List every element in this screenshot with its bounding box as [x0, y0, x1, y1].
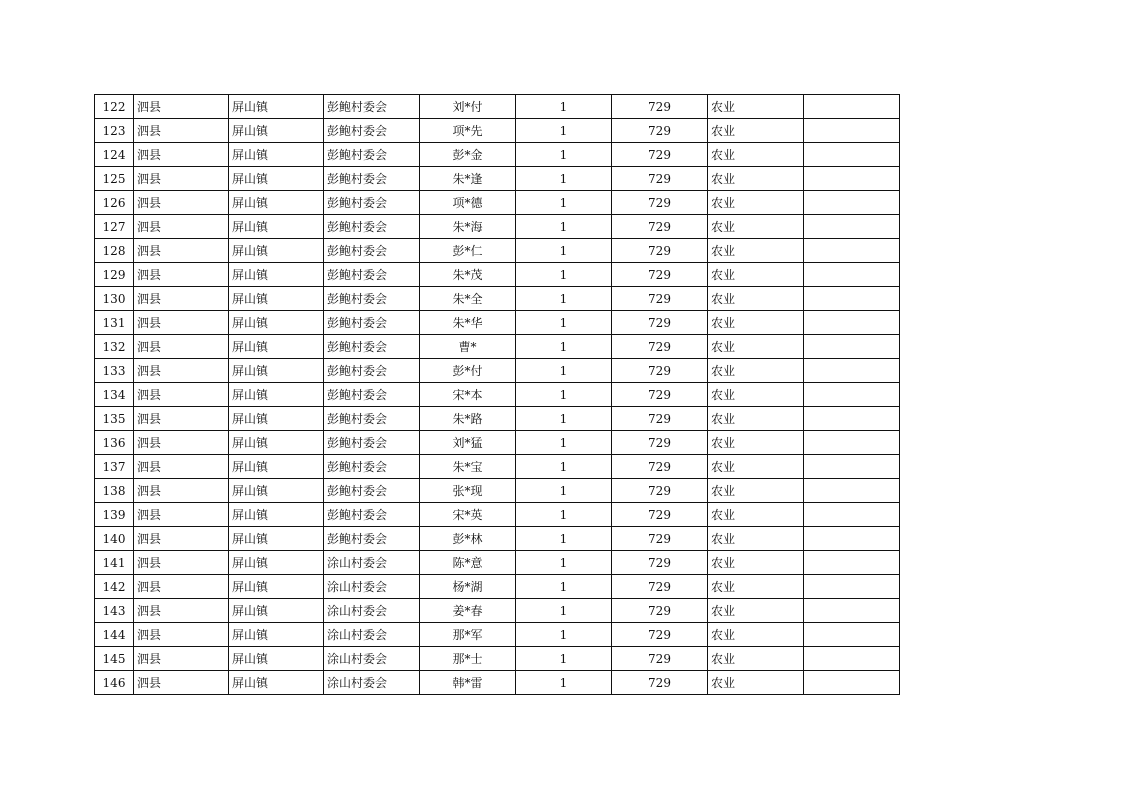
category-cell: 农业 [708, 95, 804, 119]
quantity-cell: 1 [516, 503, 612, 527]
remark-cell [804, 287, 900, 311]
row-number-cell: 130 [95, 287, 134, 311]
county-cell: 泗县 [134, 95, 229, 119]
category-cell: 农业 [708, 647, 804, 671]
village-committee-cell: 彭鲍村委会 [324, 287, 420, 311]
remark-cell [804, 599, 900, 623]
county-cell: 泗县 [134, 479, 229, 503]
quantity-cell: 1 [516, 239, 612, 263]
person-name-cell: 那*军 [420, 623, 516, 647]
row-number-cell: 131 [95, 311, 134, 335]
category-cell: 农业 [708, 479, 804, 503]
category-cell: 农业 [708, 287, 804, 311]
person-name-cell: 朱*路 [420, 407, 516, 431]
village-committee-cell: 涂山村委会 [324, 647, 420, 671]
town-cell: 屏山镇 [229, 647, 324, 671]
village-committee-cell: 彭鲍村委会 [324, 239, 420, 263]
town-cell: 屏山镇 [229, 479, 324, 503]
remark-cell [804, 119, 900, 143]
amount-cell: 729 [612, 599, 708, 623]
village-committee-cell: 彭鲍村委会 [324, 383, 420, 407]
amount-cell: 729 [612, 119, 708, 143]
row-number-cell: 144 [95, 623, 134, 647]
category-cell: 农业 [708, 167, 804, 191]
town-cell: 屏山镇 [229, 263, 324, 287]
remark-cell [804, 263, 900, 287]
category-cell: 农业 [708, 383, 804, 407]
amount-cell: 729 [612, 647, 708, 671]
town-cell: 屏山镇 [229, 455, 324, 479]
village-committee-cell: 彭鲍村委会 [324, 311, 420, 335]
row-number-cell: 122 [95, 95, 134, 119]
table-row [95, 287, 900, 311]
table-row [95, 215, 900, 239]
person-name-cell: 朱*海 [420, 215, 516, 239]
county-cell: 泗县 [134, 263, 229, 287]
town-cell: 屏山镇 [229, 287, 324, 311]
quantity-cell: 1 [516, 383, 612, 407]
category-cell: 农业 [708, 551, 804, 575]
person-name-cell: 张*现 [420, 479, 516, 503]
category-cell: 农业 [708, 119, 804, 143]
quantity-cell: 1 [516, 215, 612, 239]
remark-cell [804, 239, 900, 263]
amount-cell: 729 [612, 551, 708, 575]
person-name-cell: 韩*雷 [420, 671, 516, 695]
category-cell: 农业 [708, 527, 804, 551]
category-cell: 农业 [708, 191, 804, 215]
category-cell: 农业 [708, 407, 804, 431]
quantity-cell: 1 [516, 95, 612, 119]
village-committee-cell: 彭鲍村委会 [324, 407, 420, 431]
town-cell: 屏山镇 [229, 167, 324, 191]
person-name-cell: 朱*华 [420, 311, 516, 335]
town-cell: 屏山镇 [229, 671, 324, 695]
person-name-cell: 朱*茂 [420, 263, 516, 287]
person-name-cell: 陈*意 [420, 551, 516, 575]
category-cell: 农业 [708, 431, 804, 455]
quantity-cell: 1 [516, 191, 612, 215]
person-name-cell: 项*德 [420, 191, 516, 215]
county-cell: 泗县 [134, 239, 229, 263]
county-cell: 泗县 [134, 599, 229, 623]
person-name-cell: 彭*付 [420, 359, 516, 383]
quantity-cell: 1 [516, 287, 612, 311]
table-row [95, 143, 900, 167]
quantity-cell: 1 [516, 455, 612, 479]
town-cell: 屏山镇 [229, 599, 324, 623]
remark-cell [804, 311, 900, 335]
category-cell: 农业 [708, 503, 804, 527]
person-name-cell: 朱*逢 [420, 167, 516, 191]
village-committee-cell: 彭鲍村委会 [324, 527, 420, 551]
person-name-cell: 朱*宝 [420, 455, 516, 479]
row-number-cell: 137 [95, 455, 134, 479]
table-row [95, 95, 900, 119]
county-cell: 泗县 [134, 191, 229, 215]
county-cell: 泗县 [134, 383, 229, 407]
remark-cell [804, 575, 900, 599]
row-number-cell: 145 [95, 647, 134, 671]
village-committee-cell: 涂山村委会 [324, 671, 420, 695]
amount-cell: 729 [612, 287, 708, 311]
village-committee-cell: 彭鲍村委会 [324, 479, 420, 503]
remark-cell [804, 551, 900, 575]
town-cell: 屏山镇 [229, 575, 324, 599]
table-row [95, 455, 900, 479]
town-cell: 屏山镇 [229, 239, 324, 263]
category-cell: 农业 [708, 239, 804, 263]
village-committee-cell: 彭鲍村委会 [324, 119, 420, 143]
person-name-cell: 项*先 [420, 119, 516, 143]
table-row [95, 671, 900, 695]
amount-cell: 729 [612, 383, 708, 407]
town-cell: 屏山镇 [229, 359, 324, 383]
row-number-cell: 140 [95, 527, 134, 551]
remark-cell [804, 455, 900, 479]
village-committee-cell: 彭鲍村委会 [324, 167, 420, 191]
row-number-cell: 135 [95, 407, 134, 431]
amount-cell: 729 [612, 95, 708, 119]
table-row [95, 359, 900, 383]
row-number-cell: 142 [95, 575, 134, 599]
person-name-cell: 杨*湖 [420, 575, 516, 599]
town-cell: 屏山镇 [229, 623, 324, 647]
remark-cell [804, 215, 900, 239]
quantity-cell: 1 [516, 551, 612, 575]
table-row [95, 407, 900, 431]
row-number-cell: 143 [95, 599, 134, 623]
person-name-cell: 姜*春 [420, 599, 516, 623]
amount-cell: 729 [612, 359, 708, 383]
person-name-cell: 彭*仁 [420, 239, 516, 263]
village-committee-cell: 彭鲍村委会 [324, 431, 420, 455]
quantity-cell: 1 [516, 311, 612, 335]
quantity-cell: 1 [516, 599, 612, 623]
row-number-cell: 126 [95, 191, 134, 215]
person-name-cell: 彭*金 [420, 143, 516, 167]
remark-cell [804, 503, 900, 527]
person-name-cell: 刘*猛 [420, 431, 516, 455]
county-cell: 泗县 [134, 407, 229, 431]
quantity-cell: 1 [516, 143, 612, 167]
county-cell: 泗县 [134, 503, 229, 527]
table-body [95, 95, 900, 695]
town-cell: 屏山镇 [229, 431, 324, 455]
amount-cell: 729 [612, 479, 708, 503]
remark-cell [804, 623, 900, 647]
person-name-cell: 朱*全 [420, 287, 516, 311]
village-committee-cell: 彭鲍村委会 [324, 455, 420, 479]
row-number-cell: 129 [95, 263, 134, 287]
remark-cell [804, 479, 900, 503]
village-committee-cell: 涂山村委会 [324, 575, 420, 599]
remark-cell [804, 431, 900, 455]
town-cell: 屏山镇 [229, 191, 324, 215]
remark-cell [804, 671, 900, 695]
row-number-cell: 124 [95, 143, 134, 167]
county-cell: 泗县 [134, 359, 229, 383]
category-cell: 农业 [708, 215, 804, 239]
town-cell: 屏山镇 [229, 551, 324, 575]
table-row [95, 503, 900, 527]
county-cell: 泗县 [134, 527, 229, 551]
person-name-cell: 那*士 [420, 647, 516, 671]
town-cell: 屏山镇 [229, 335, 324, 359]
quantity-cell: 1 [516, 335, 612, 359]
quantity-cell: 1 [516, 263, 612, 287]
town-cell: 屏山镇 [229, 503, 324, 527]
row-number-cell: 128 [95, 239, 134, 263]
county-cell: 泗县 [134, 431, 229, 455]
remark-cell [804, 527, 900, 551]
remark-cell [804, 383, 900, 407]
amount-cell: 729 [612, 623, 708, 647]
county-cell: 泗县 [134, 215, 229, 239]
village-committee-cell: 彭鲍村委会 [324, 95, 420, 119]
town-cell: 屏山镇 [229, 407, 324, 431]
category-cell: 农业 [708, 455, 804, 479]
quantity-cell: 1 [516, 623, 612, 647]
county-cell: 泗县 [134, 647, 229, 671]
table-row [95, 239, 900, 263]
quantity-cell: 1 [516, 479, 612, 503]
amount-cell: 729 [612, 455, 708, 479]
person-name-cell: 曹* [420, 335, 516, 359]
county-cell: 泗县 [134, 671, 229, 695]
row-number-cell: 146 [95, 671, 134, 695]
amount-cell: 729 [612, 407, 708, 431]
county-cell: 泗县 [134, 311, 229, 335]
quantity-cell: 1 [516, 119, 612, 143]
table-row [95, 335, 900, 359]
table-row [95, 311, 900, 335]
table-row [95, 119, 900, 143]
quantity-cell: 1 [516, 431, 612, 455]
village-committee-cell: 彭鲍村委会 [324, 359, 420, 383]
table-row [95, 647, 900, 671]
county-cell: 泗县 [134, 143, 229, 167]
person-name-cell: 刘*付 [420, 95, 516, 119]
roster-table [94, 94, 900, 695]
village-committee-cell: 涂山村委会 [324, 599, 420, 623]
table-row [95, 479, 900, 503]
row-number-cell: 138 [95, 479, 134, 503]
category-cell: 农业 [708, 623, 804, 647]
town-cell: 屏山镇 [229, 119, 324, 143]
table-row [95, 431, 900, 455]
table-row [95, 263, 900, 287]
amount-cell: 729 [612, 335, 708, 359]
quantity-cell: 1 [516, 407, 612, 431]
person-name-cell: 宋*英 [420, 503, 516, 527]
remark-cell [804, 335, 900, 359]
category-cell: 农业 [708, 599, 804, 623]
category-cell: 农业 [708, 359, 804, 383]
county-cell: 泗县 [134, 287, 229, 311]
remark-cell [804, 359, 900, 383]
amount-cell: 729 [612, 431, 708, 455]
table-row [95, 623, 900, 647]
row-number-cell: 136 [95, 431, 134, 455]
table-row [95, 191, 900, 215]
county-cell: 泗县 [134, 455, 229, 479]
town-cell: 屏山镇 [229, 383, 324, 407]
amount-cell: 729 [612, 239, 708, 263]
amount-cell: 729 [612, 503, 708, 527]
quantity-cell: 1 [516, 527, 612, 551]
village-committee-cell: 彭鲍村委会 [324, 215, 420, 239]
remark-cell [804, 407, 900, 431]
remark-cell [804, 647, 900, 671]
county-cell: 泗县 [134, 623, 229, 647]
county-cell: 泗县 [134, 119, 229, 143]
row-number-cell: 134 [95, 383, 134, 407]
village-committee-cell: 彭鲍村委会 [324, 191, 420, 215]
row-number-cell: 133 [95, 359, 134, 383]
remark-cell [804, 143, 900, 167]
town-cell: 屏山镇 [229, 143, 324, 167]
quantity-cell: 1 [516, 575, 612, 599]
category-cell: 农业 [708, 263, 804, 287]
town-cell: 屏山镇 [229, 95, 324, 119]
county-cell: 泗县 [134, 335, 229, 359]
category-cell: 农业 [708, 671, 804, 695]
amount-cell: 729 [612, 215, 708, 239]
table-row [95, 383, 900, 407]
amount-cell: 729 [612, 263, 708, 287]
category-cell: 农业 [708, 311, 804, 335]
row-number-cell: 139 [95, 503, 134, 527]
village-committee-cell: 涂山村委会 [324, 551, 420, 575]
row-number-cell: 132 [95, 335, 134, 359]
town-cell: 屏山镇 [229, 215, 324, 239]
amount-cell: 729 [612, 527, 708, 551]
row-number-cell: 141 [95, 551, 134, 575]
table-row [95, 575, 900, 599]
town-cell: 屏山镇 [229, 311, 324, 335]
village-committee-cell: 涂山村委会 [324, 623, 420, 647]
county-cell: 泗县 [134, 167, 229, 191]
amount-cell: 729 [612, 167, 708, 191]
amount-cell: 729 [612, 143, 708, 167]
amount-cell: 729 [612, 575, 708, 599]
remark-cell [804, 95, 900, 119]
table-row [95, 527, 900, 551]
village-committee-cell: 彭鲍村委会 [324, 503, 420, 527]
table-row [95, 167, 900, 191]
quantity-cell: 1 [516, 359, 612, 383]
row-number-cell: 125 [95, 167, 134, 191]
village-committee-cell: 彭鲍村委会 [324, 263, 420, 287]
category-cell: 农业 [708, 143, 804, 167]
remark-cell [804, 167, 900, 191]
table-row [95, 551, 900, 575]
quantity-cell: 1 [516, 671, 612, 695]
amount-cell: 729 [612, 191, 708, 215]
category-cell: 农业 [708, 335, 804, 359]
table-row [95, 599, 900, 623]
amount-cell: 729 [612, 671, 708, 695]
remark-cell [804, 191, 900, 215]
person-name-cell: 宋*本 [420, 383, 516, 407]
quantity-cell: 1 [516, 647, 612, 671]
county-cell: 泗县 [134, 575, 229, 599]
row-number-cell: 123 [95, 119, 134, 143]
county-cell: 泗县 [134, 551, 229, 575]
village-committee-cell: 彭鲍村委会 [324, 335, 420, 359]
amount-cell: 729 [612, 311, 708, 335]
person-name-cell: 彭*林 [420, 527, 516, 551]
category-cell: 农业 [708, 575, 804, 599]
row-number-cell: 127 [95, 215, 134, 239]
quantity-cell: 1 [516, 167, 612, 191]
town-cell: 屏山镇 [229, 527, 324, 551]
village-committee-cell: 彭鲍村委会 [324, 143, 420, 167]
